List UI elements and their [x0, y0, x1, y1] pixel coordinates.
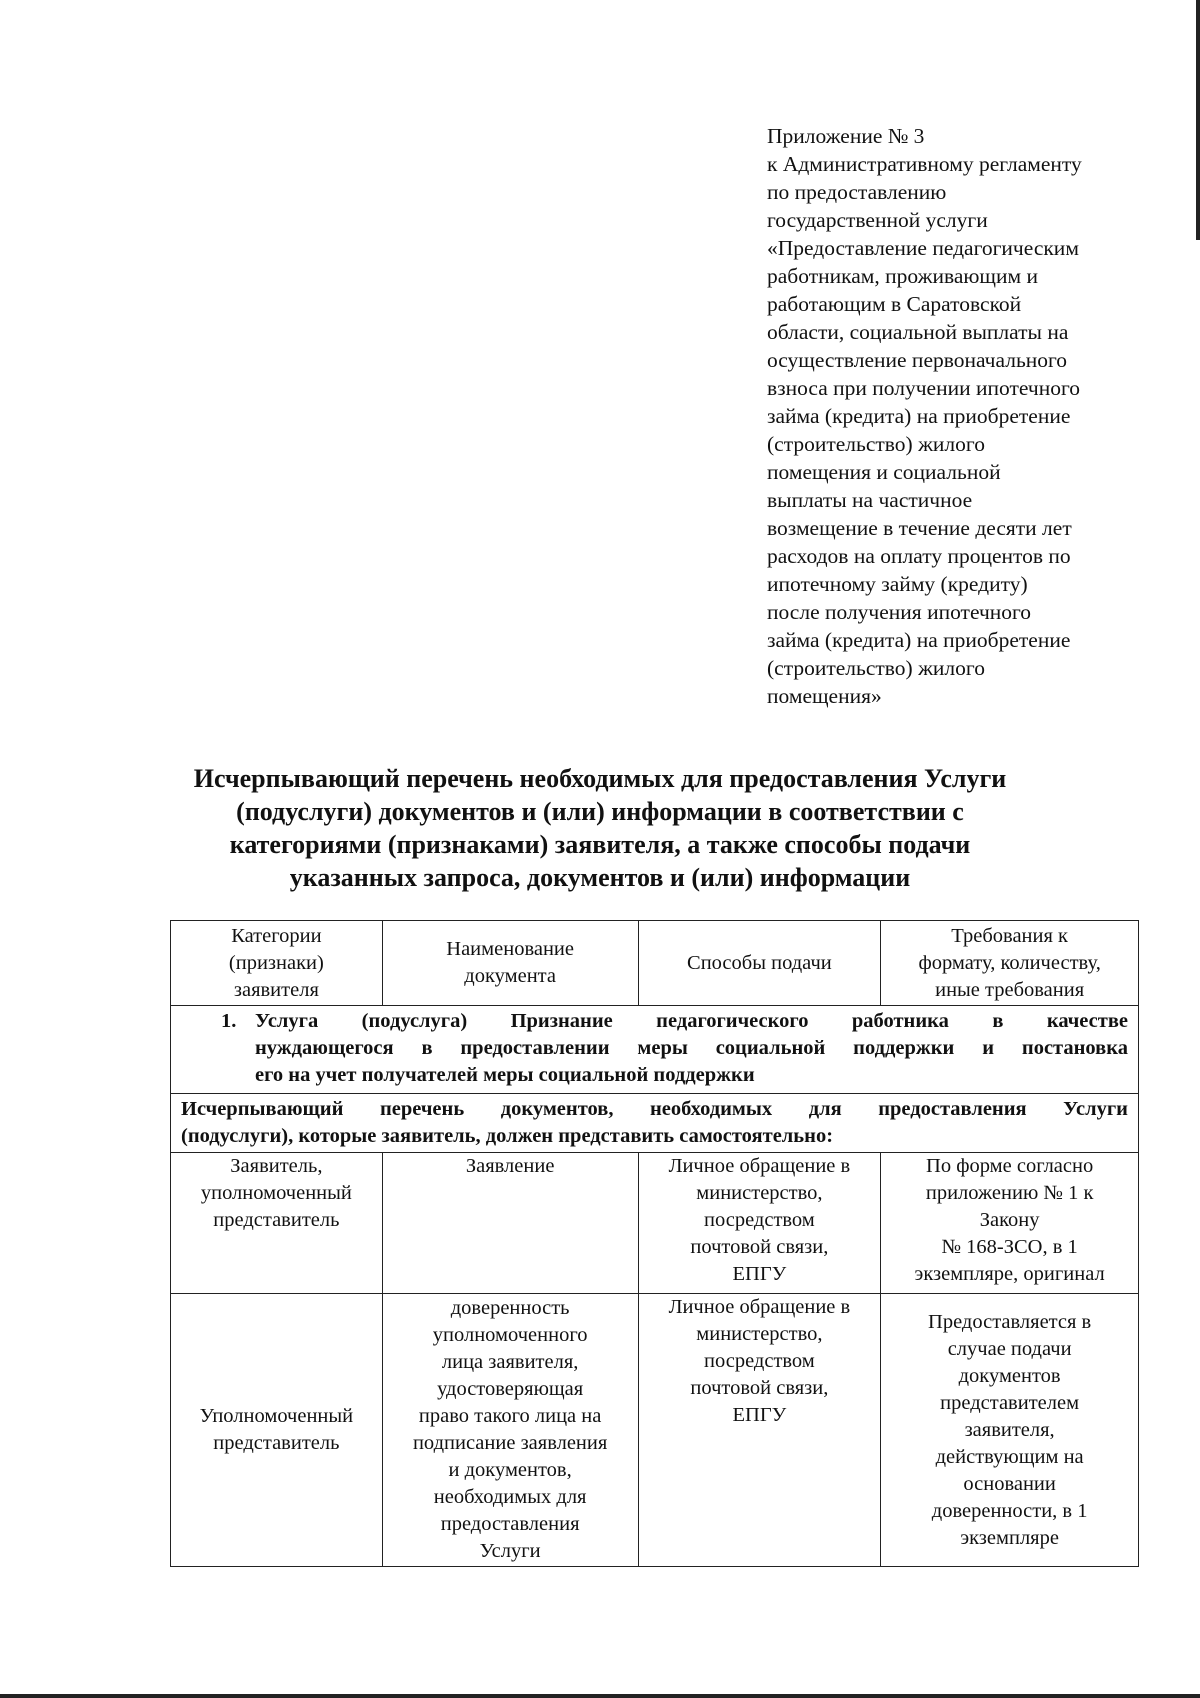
appendix-line: возмещение в течение десяти лет	[767, 516, 1072, 540]
documents-table	[170, 920, 1139, 1567]
appendix-line: займа (кредита) на приобретение	[767, 628, 1071, 652]
service-cell	[171, 1006, 1139, 1094]
title-line: Исчерпывающий перечень необходимых для предоставления Услуги	[193, 764, 1007, 793]
cell-document: Заявление	[382, 1153, 638, 1294]
appendix-line: помещения и социальной	[767, 460, 1001, 484]
title-line: категориями (признаками) заявителя, а также способы подачи	[229, 830, 971, 859]
cell-requirements: По форме согласно приложению № 1 к Закону № 168-ЗСО, в 1 экземпляре, оригинал	[881, 1153, 1139, 1294]
appendix-line: (строительство) жилого	[767, 656, 985, 680]
cell-document: доверенность уполномоченного лица заявителя, удостоверяющая право такого лица на подписание заявления и документов, необходимых для предоставления Услуги	[382, 1294, 638, 1567]
header-cell-method: Способы подачи	[638, 921, 881, 1006]
appendix-line: ипотечному займу (кредиту)	[767, 572, 1028, 596]
cell-requirements: Предоставляется в случае подачи документов представителем заявителя, действующим на основании доверенности, в 1 экземпляре	[881, 1294, 1139, 1567]
appendix-line: к Административному регламенту	[767, 152, 1082, 176]
appendix-line: после получения ипотечного	[767, 600, 1032, 624]
service-number: 1.	[221, 1010, 237, 1032]
list-heading-cell	[171, 1094, 1139, 1153]
appendix-reference	[767, 122, 1147, 710]
appendix-line: государственной услуги	[767, 208, 988, 232]
cell-method: Личное обращение в министерство, посредством почтовой связи, ЕПГУ	[638, 1294, 881, 1567]
appendix-line: расходов на оплату процентов по	[767, 544, 1071, 568]
service-line: нуждающегося в предоставлении меры социальной поддержки и постановка	[255, 1037, 1128, 1059]
title-line: указанных запроса, документов и (или) информации	[289, 863, 911, 892]
appendix-line: займа (кредита) на приобретение	[767, 404, 1071, 428]
list-heading-line: (подуслуги), которые заявитель, должен представить самостоятельно:	[181, 1125, 834, 1147]
appendix-line: осуществление первоначального	[767, 348, 1068, 372]
appendix-line: (строительство) жилого	[767, 432, 985, 456]
service-line: его на учет получателей меры социальной поддержки	[255, 1064, 755, 1086]
appendix-line: по предоставлению	[767, 180, 947, 204]
scan-border-bottom	[0, 1694, 1200, 1698]
list-heading-row	[171, 1094, 1139, 1153]
service-line: Услуга (подуслуга) Признание педагогического работника в качестве	[255, 1010, 1128, 1032]
header-cell-document: Наименование документа	[382, 921, 638, 1006]
service-row	[171, 1006, 1139, 1094]
header-cell-requirements: Требования к формату, количеству, иные требования	[881, 921, 1139, 1006]
header-cell-category: Категории (признаки) заявителя	[171, 921, 383, 1006]
appendix-line: помещения»	[767, 684, 882, 708]
appendix-line: «Предоставление педагогическим	[767, 236, 1079, 260]
appendix-line: области, социальной выплаты на	[767, 320, 1069, 344]
scan-border-right	[1196, 0, 1200, 240]
table-row	[171, 1153, 1139, 1294]
table-row	[171, 1294, 1139, 1567]
cell-category: Уполномоченный представитель	[171, 1294, 383, 1567]
title-line: (подуслуги) документов и (или) информации в соответствии с	[236, 797, 964, 826]
appendix-line: выплаты на частичное	[767, 488, 973, 512]
appendix-line: взноса при получении ипотечного	[767, 376, 1080, 400]
cell-method: Личное обращение в министерство, посредством почтовой связи, ЕПГУ	[638, 1153, 881, 1294]
cell-category: Заявитель, уполномоченный представитель	[171, 1153, 383, 1294]
appendix-line: работающим в Саратовской	[767, 292, 1022, 316]
table-header-row	[171, 921, 1139, 1006]
appendix-line: работникам, проживающим и	[767, 264, 1038, 288]
appendix-line: Приложение № 3	[767, 124, 925, 148]
list-heading-line: Исчерпывающий перечень документов, необходимых для предоставления Услуги	[181, 1098, 1128, 1120]
document-title	[110, 762, 1090, 894]
